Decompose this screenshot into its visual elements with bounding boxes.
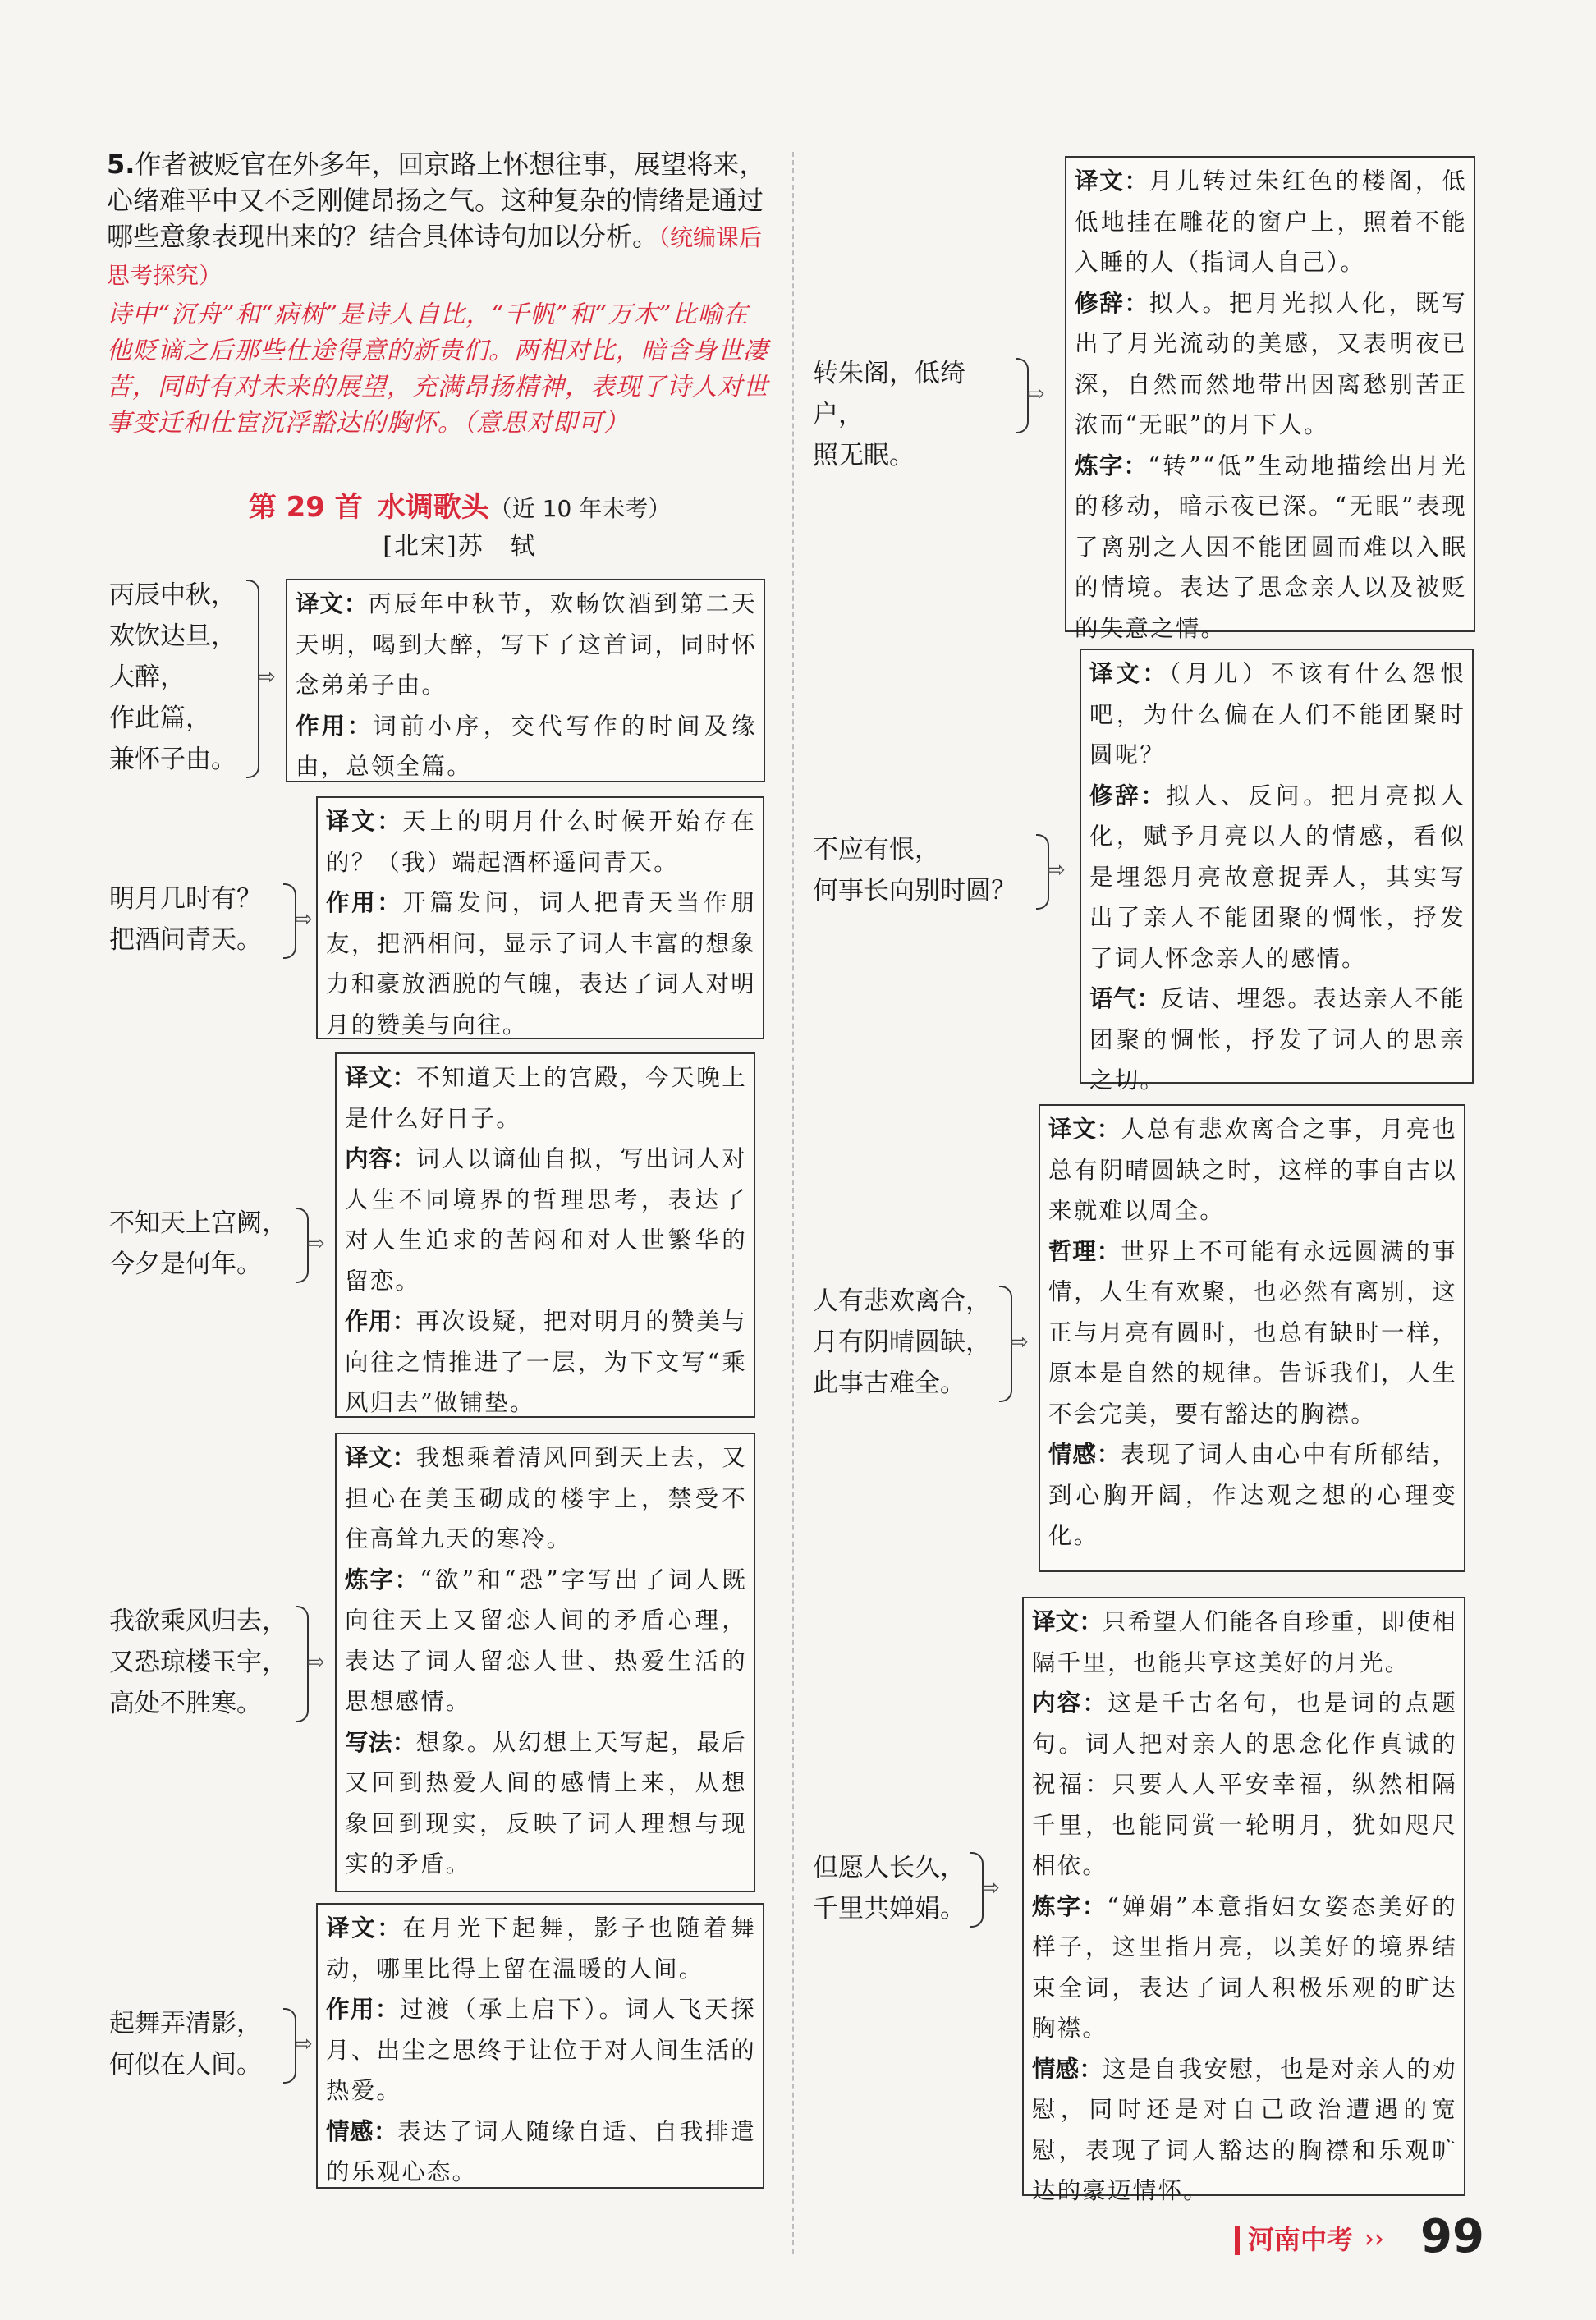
annotation-entry [296,706,757,787]
annotation-entry [326,1989,756,2111]
entry-text: 词人以谪仙自拟，写出词人对人生不同境界的哲理思考，表达了对人生追求的苦闷和对人世繁华的留恋。 [345,1145,747,1295]
annotation-entry [1089,653,1465,776]
footer-chevron-icon: ›› [1364,2225,1384,2254]
entry-label: 译文： [345,1444,416,1471]
column-divider [792,152,794,2254]
annotation-box [1022,1597,1465,2204]
poem-line: 明月几时有？ 把酒问青天。 [109,884,262,955]
question-number: 5. [107,149,135,180]
arrow-right-icon: ⇨ [1011,1330,1029,1355]
entry-text: 世界上不可能有永远圆满的事情，人生有欢聚，也必然有离别，这正与月亮有圆时，也总有缺时一样，原本是自然的规律。告诉我们，人生不会完美，要有豁达的胸襟。 [1048,1237,1457,1428]
entry-text: “婵娟”本意指妇女姿态美好的样子，这里指月亮，以美好的境界结束全词，表达了词人积极乐观的旷达胸襟。 [1032,1892,1457,2042]
entry-text: 过渡（承上启下）。词人飞天探月、出尘之思终于让位于对人间生活的热爱。 [326,1996,756,2104]
entry-label: 译文： [326,1914,403,1942]
entry-text: 开篇发问，词人把青天当作朋友，把酒相问，显示了词人丰富的想象力和豪放洒脱的气魄，表达了词人对明月的赞美与向往。 [326,889,756,1038]
entry-label: 译文： [326,808,403,835]
footer-label: 河南中考 [1248,2224,1354,2255]
entry-label: 修辞： [1089,782,1167,809]
entry-label: 译文： [1089,660,1169,687]
entry-text: 我想乘着清风回到天上去，又担心在美玉砌成的楼宇上，禁受不住高耸九天的寒冷。 [345,1444,747,1552]
annotation-entry [1032,1887,1457,2049]
entry-label: 作用： [326,889,403,916]
entry-label: 情感： [326,2117,398,2145]
entry-text: 再次设疑，把对明月的赞美与向往之情推进了一层，为下文写“乘风归去”做铺垫。 [345,1308,747,1416]
annotation-entry [1032,1683,1457,1887]
annotation-entry [1075,283,1467,446]
arrow-right-icon: ⇨ [258,665,276,690]
entry-label: 炼字： [1075,452,1149,479]
entry-text: 拟人。把月光拟人化，既写出了月光流动的美感，又表明夜已深，自然而然地带出因离愁别苦正浓而“无眠”的月下人。 [1075,289,1467,438]
entry-text: 天上的明月什么时候开始存在的？（我）端起酒杯遥问青天。 [326,808,756,876]
annotation-entry [345,1139,747,1301]
question-5 [107,146,772,442]
annotation-entry [1089,979,1465,1101]
poem-author: [北宋]苏 轼 [383,532,537,561]
question-5-answer: 诗中“沉舟”和“病树”是诗人自比，“千帆”和“万木”比喻在他贬谪之后那些仕途得意的新贵们。两相对比，暗含身世凄苦，同时有对未来的展望，充满昂扬精神，表现了诗人对世事变迁和仕宦沉浮豁达的胸怀。（意思对即可） [107,300,768,438]
entry-label: 作用： [326,1996,400,2023]
annotation-entry [1075,446,1467,649]
entry-text: “欲”和“恐”字写出了词人既向往天上又留恋人间的矛盾心理，表达了词人留恋人世、热爱生活的思想感情。 [345,1566,747,1715]
annotation-entry [345,1722,747,1885]
annotation-entry [326,1908,756,1989]
entry-label: 作用： [296,712,374,740]
arrow-right-icon: ⇨ [1027,382,1045,406]
annotation-entry [1089,776,1465,979]
entry-text: 反诘、埋怨。表达亲人不能团聚的惆怅，抒发了词人的思亲之切。 [1089,985,1465,1094]
entry-text: （月儿）不该有什么怨恨吧，为什么偏在人们不能团聚时圆呢？ [1089,660,1465,768]
annotation-entry [345,1437,747,1560]
entry-label: 译文： [1075,167,1149,195]
entry-label: 译文： [1032,1608,1103,1635]
entry-text: 月儿转过朱红色的楼阁，低低地挂在雕花的窗户上，照着不能入睡的人（指词人自己）。 [1075,167,1467,276]
annotation-box [1039,1104,1465,1572]
poem-number: 第 29 首 [248,491,363,524]
annotation-entry [345,1301,747,1424]
entry-text: 这是自我安慰，也是对亲人的劝慰，同时还是对自己政治遭遇的宽慰，表现了词人豁达的胸襟和乐观旷达的豪迈情怀。 [1032,2055,1457,2204]
entry-text: 只希望人们能各自珍重，即使相隔千里，也能共享这美好的月光。 [1032,1608,1457,1676]
entry-label: 情感： [1032,2055,1103,2083]
annotation-entry [345,1560,747,1722]
annotation-box [286,579,765,782]
entry-text: 人总有悲欢离合之事，月亮也总有阴晴圆缺之时，这样的事自古以来就难以周全。 [1048,1116,1457,1224]
annotation-entry [1032,2049,1457,2212]
page-number: 99 [1420,2210,1484,2263]
annotation-entry [326,801,756,883]
entry-label: 内容： [1032,1690,1108,1717]
entry-label: 炼字： [1032,1892,1108,1920]
annotation-entry [1048,1109,1457,1231]
entry-text: 想象。从幻想上天写起，最后又回到热爱人间的感情上来，从想象回到现实，反映了词人理想与现实的矛盾。 [345,1728,747,1878]
question-text: 作者被贬官在外多年，回京路上怀想往事，展望将来，心绪难平中又不乏刚健昂扬之气。这种复杂的情绪是通过哪些意象表现出来的？结合具体诗句加以分析。 [107,149,766,252]
poem-line: 不应有恨， 何事长向别时圆？ [813,835,1016,906]
poem-line: 我欲乘风归去， 又恐琼楼玉宇， 高处不胜寒。 [109,1607,287,1718]
entry-label: 译文： [1048,1116,1121,1143]
poem-line: 起舞弄清影， 何似在人间。 [109,2009,262,2079]
annotation-entry [296,584,757,706]
entry-label: 语气： [1089,985,1161,1012]
annotation-entry [1075,161,1467,283]
poem-note: （近 10 年未考） [488,495,672,522]
annotation-entry [345,1057,747,1139]
entry-text: 这是千古名句，也是词的点题句。词人把对亲人的思念化作真诚的祝福：只要人人平安幸福，纵然相隔千里，也能同赏一轮明月，犹如咫尺相依。 [1032,1690,1457,1879]
entry-text: 丙辰年中秋节，欢畅饮酒到第二天天明，喝到大醉，写下了这首词，同时怀念弟弟子由。 [296,590,757,699]
entry-text: 拟人、反问。把月亮拟人化，赋予月亮以人的情感，看似是埋怨月亮故意捉弄人，其实写出了亲人不能团聚的惆怅，抒发了词人怀念亲人的感情。 [1089,782,1465,972]
annotation-box [316,796,764,1039]
entry-label: 译文： [345,1064,416,1091]
annotation-box [1080,649,1474,1094]
entry-text: 表达了词人随缘自适、自我排遣的乐观心态。 [326,2117,756,2185]
poem-name: 水调歌头 [377,491,489,524]
annotation-entry [1032,1602,1457,1683]
annotation-box [316,1903,764,2189]
entry-text: 词前小序，交代写作的时间及缘由，总领全篇。 [296,712,757,780]
question-5-stem [107,146,772,294]
annotation-box [335,1433,755,1892]
poem-line: 但愿人长久， 千里共婵娟。 [813,1853,965,1923]
arrow-right-icon: ⇨ [307,1650,325,1675]
entry-text: 在月光下起舞，影子也随着舞动，哪里比得上留在温暖的人间。 [326,1914,756,1983]
annotation-entry [326,2111,756,2193]
entry-text: 表现了词人由心中有所郁结，到心胸开阔，作达观之想的心理变化。 [1048,1441,1457,1549]
entry-label: 修辞： [1075,289,1149,317]
arrow-right-icon: ⇨ [295,907,313,932]
arrow-right-icon: ⇨ [295,2032,313,2056]
annotation-entry [1048,1231,1457,1435]
entry-label: 内容： [345,1145,416,1172]
question-source: （统编课后思考探究） [107,224,763,289]
poem-line: 人有悲欢离合， 月有阴晴圆缺， 此事古难全。 [813,1286,991,1398]
annotation-box [335,1052,755,1418]
arrow-right-icon: ⇨ [982,1876,1000,1900]
poem-line: 不知天上宫阙， 今夕是何年。 [109,1208,287,1279]
entry-label: 情感： [1048,1441,1121,1468]
arrow-right-icon: ⇨ [307,1231,325,1256]
annotation-entry [326,883,756,1045]
poem-line: 转朱阁，低绮户， 照无眠。 [813,359,965,470]
annotation-box [1065,156,1475,642]
entry-label: 译文： [296,590,369,617]
entry-text: 不知道天上的宫殿，今天晚上是什么好日子。 [345,1064,747,1132]
entry-label: 写法： [345,1728,416,1756]
entry-label: 炼字： [345,1566,420,1593]
footer-accent-bar [1235,2226,1240,2255]
poem-line: 丙辰中秋， 欢饮达旦， 大醉， 作此篇， 兼怀子由。 [109,580,236,774]
entry-label: 哲理： [1048,1237,1121,1265]
poem-title [205,489,714,527]
arrow-right-icon: ⇨ [1048,858,1066,883]
entry-text: “转”“低”生动地描绘出月光的移动，暗示夜已深。“无眠”表现了离别之人因不能团圆而难以入眠的情境。表达了思念亲人以及被贬的失意之情。 [1075,452,1467,642]
entry-label: 作用： [345,1308,416,1335]
annotation-entry [1048,1434,1457,1557]
